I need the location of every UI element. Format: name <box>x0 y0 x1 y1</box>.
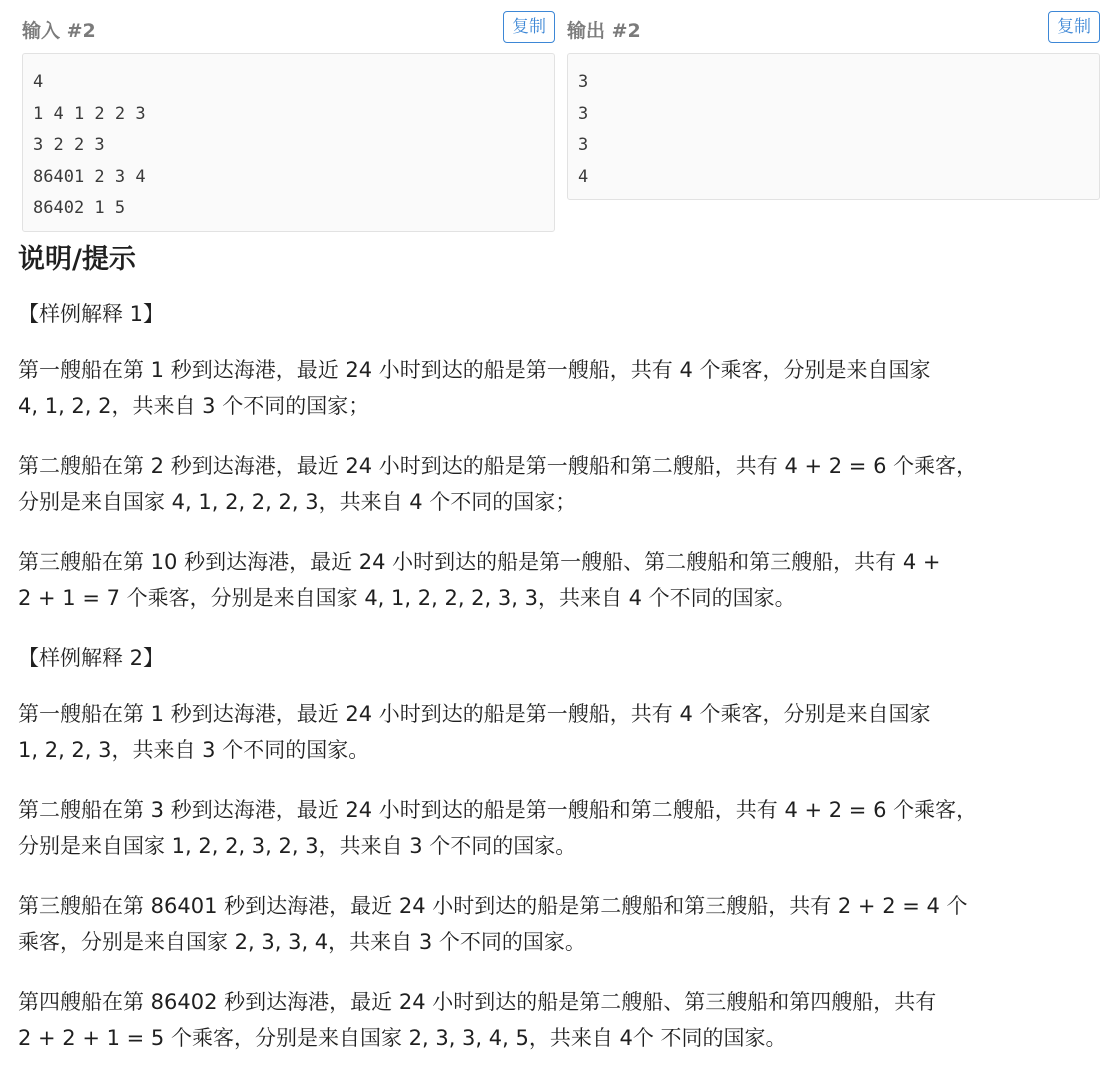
paragraph-line: 第一艘船在第 1 秒到达海港，最近 24 小时到达的船是第一艘船，共有 4 个乘客，分别是来自国家 <box>18 702 931 726</box>
copy-input-button[interactable]: 复制 <box>503 11 555 43</box>
paragraph-line: 4, 1, 2, 2，共来自 3 个不同的国家； <box>18 394 370 418</box>
sample-input-title: 输入 #2 <box>22 20 96 42</box>
paragraph-line: 第四艘船在第 86402 秒到达海港，最近 24 小时到达的船是第二艘船、第三艘船和第四艘船，共有 <box>18 990 937 1014</box>
sample-output-block <box>567 10 1100 200</box>
sample1-paragraph <box>18 352 1098 424</box>
paragraph-line: 第三艘船在第 86401 秒到达海港，最近 24 小时到达的船是第二艘船和第三艘船，共有 2 + 2 = 4 个 <box>18 894 968 918</box>
sample-input-header <box>22 10 555 46</box>
sample-input-block <box>22 10 555 232</box>
sample-output-box[interactable] <box>567 53 1100 200</box>
input-line: 1 4 1 2 2 3 <box>33 103 146 124</box>
sample-io-row <box>22 10 1100 230</box>
paragraph-line: 第一艘船在第 1 秒到达海港，最近 24 小时到达的船是第一艘船，共有 4 个乘客，分别是来自国家 <box>18 358 931 382</box>
paragraph-line: 分别是来自国家 4, 1, 2, 2, 2, 3，共来自 4 个不同的国家； <box>18 490 577 514</box>
input-line: 4 <box>33 72 44 92</box>
sample1-paragraph <box>18 544 1098 616</box>
output-line: 3 <box>578 103 589 124</box>
paragraph-line: 第二艘船在第 3 秒到达海港，最近 24 小时到达的船是第一艘船和第二艘船，共有 4 + 2 = 6 个乘客， <box>18 798 978 822</box>
paragraph-line: 分别是来自国家 1, 2, 2, 3, 2, 3，共来自 3 个不同的国家。 <box>18 834 577 858</box>
sample2-paragraph <box>18 984 1098 1056</box>
sample2-paragraph <box>18 888 1098 960</box>
hint-section <box>18 238 1098 1080</box>
sample1-paragraph <box>18 448 1098 520</box>
paragraph-line: 1, 2, 2, 3，共来自 3 个不同的国家。 <box>18 738 370 762</box>
input-line: 86402 1 5 <box>33 198 126 218</box>
sample1-heading: 【样例解释 1】 <box>18 302 165 326</box>
sample-output-header <box>567 10 1100 46</box>
paragraph-line: 乘客，分别是来自国家 2, 3, 3, 4，共来自 3 个不同的国家。 <box>18 930 586 954</box>
sample2-paragraph <box>18 792 1098 864</box>
paragraph-line: 第二艘船在第 2 秒到达海港，最近 24 小时到达的船是第一艘船和第二艘船，共有 4 + 2 = 6 个乘客， <box>18 454 978 478</box>
sample-input-box[interactable] <box>22 53 555 232</box>
hint-title: 说明/提示 <box>18 244 136 275</box>
paragraph-line: 2 + 1 = 7 个乘客，分别是来自国家 4, 1, 2, 2, 2, 3, 3，共来自 4 个不同的国家。 <box>18 586 796 610</box>
paragraph-line: 第三艘船在第 10 秒到达海港，最近 24 小时到达的船是第一艘船、第二艘船和第三艘船，共有 4 + <box>18 550 941 574</box>
output-line: 3 <box>578 135 589 155</box>
sample2-heading: 【样例解释 2】 <box>18 646 165 670</box>
paragraph-line: 2 + 2 + 1 = 5 个乘客，分别是来自国家 2, 3, 3, 4, 5，共来自 4个 不同的国家。 <box>18 1026 787 1050</box>
sample-output-title: 输出 #2 <box>567 20 641 42</box>
copy-output-button[interactable]: 复制 <box>1048 11 1100 43</box>
output-line: 4 <box>578 166 589 187</box>
input-line: 3 2 2 3 <box>33 135 105 155</box>
sample2-paragraph <box>18 696 1098 768</box>
input-line: 86401 2 3 4 <box>33 166 146 187</box>
output-line: 3 <box>578 72 589 92</box>
